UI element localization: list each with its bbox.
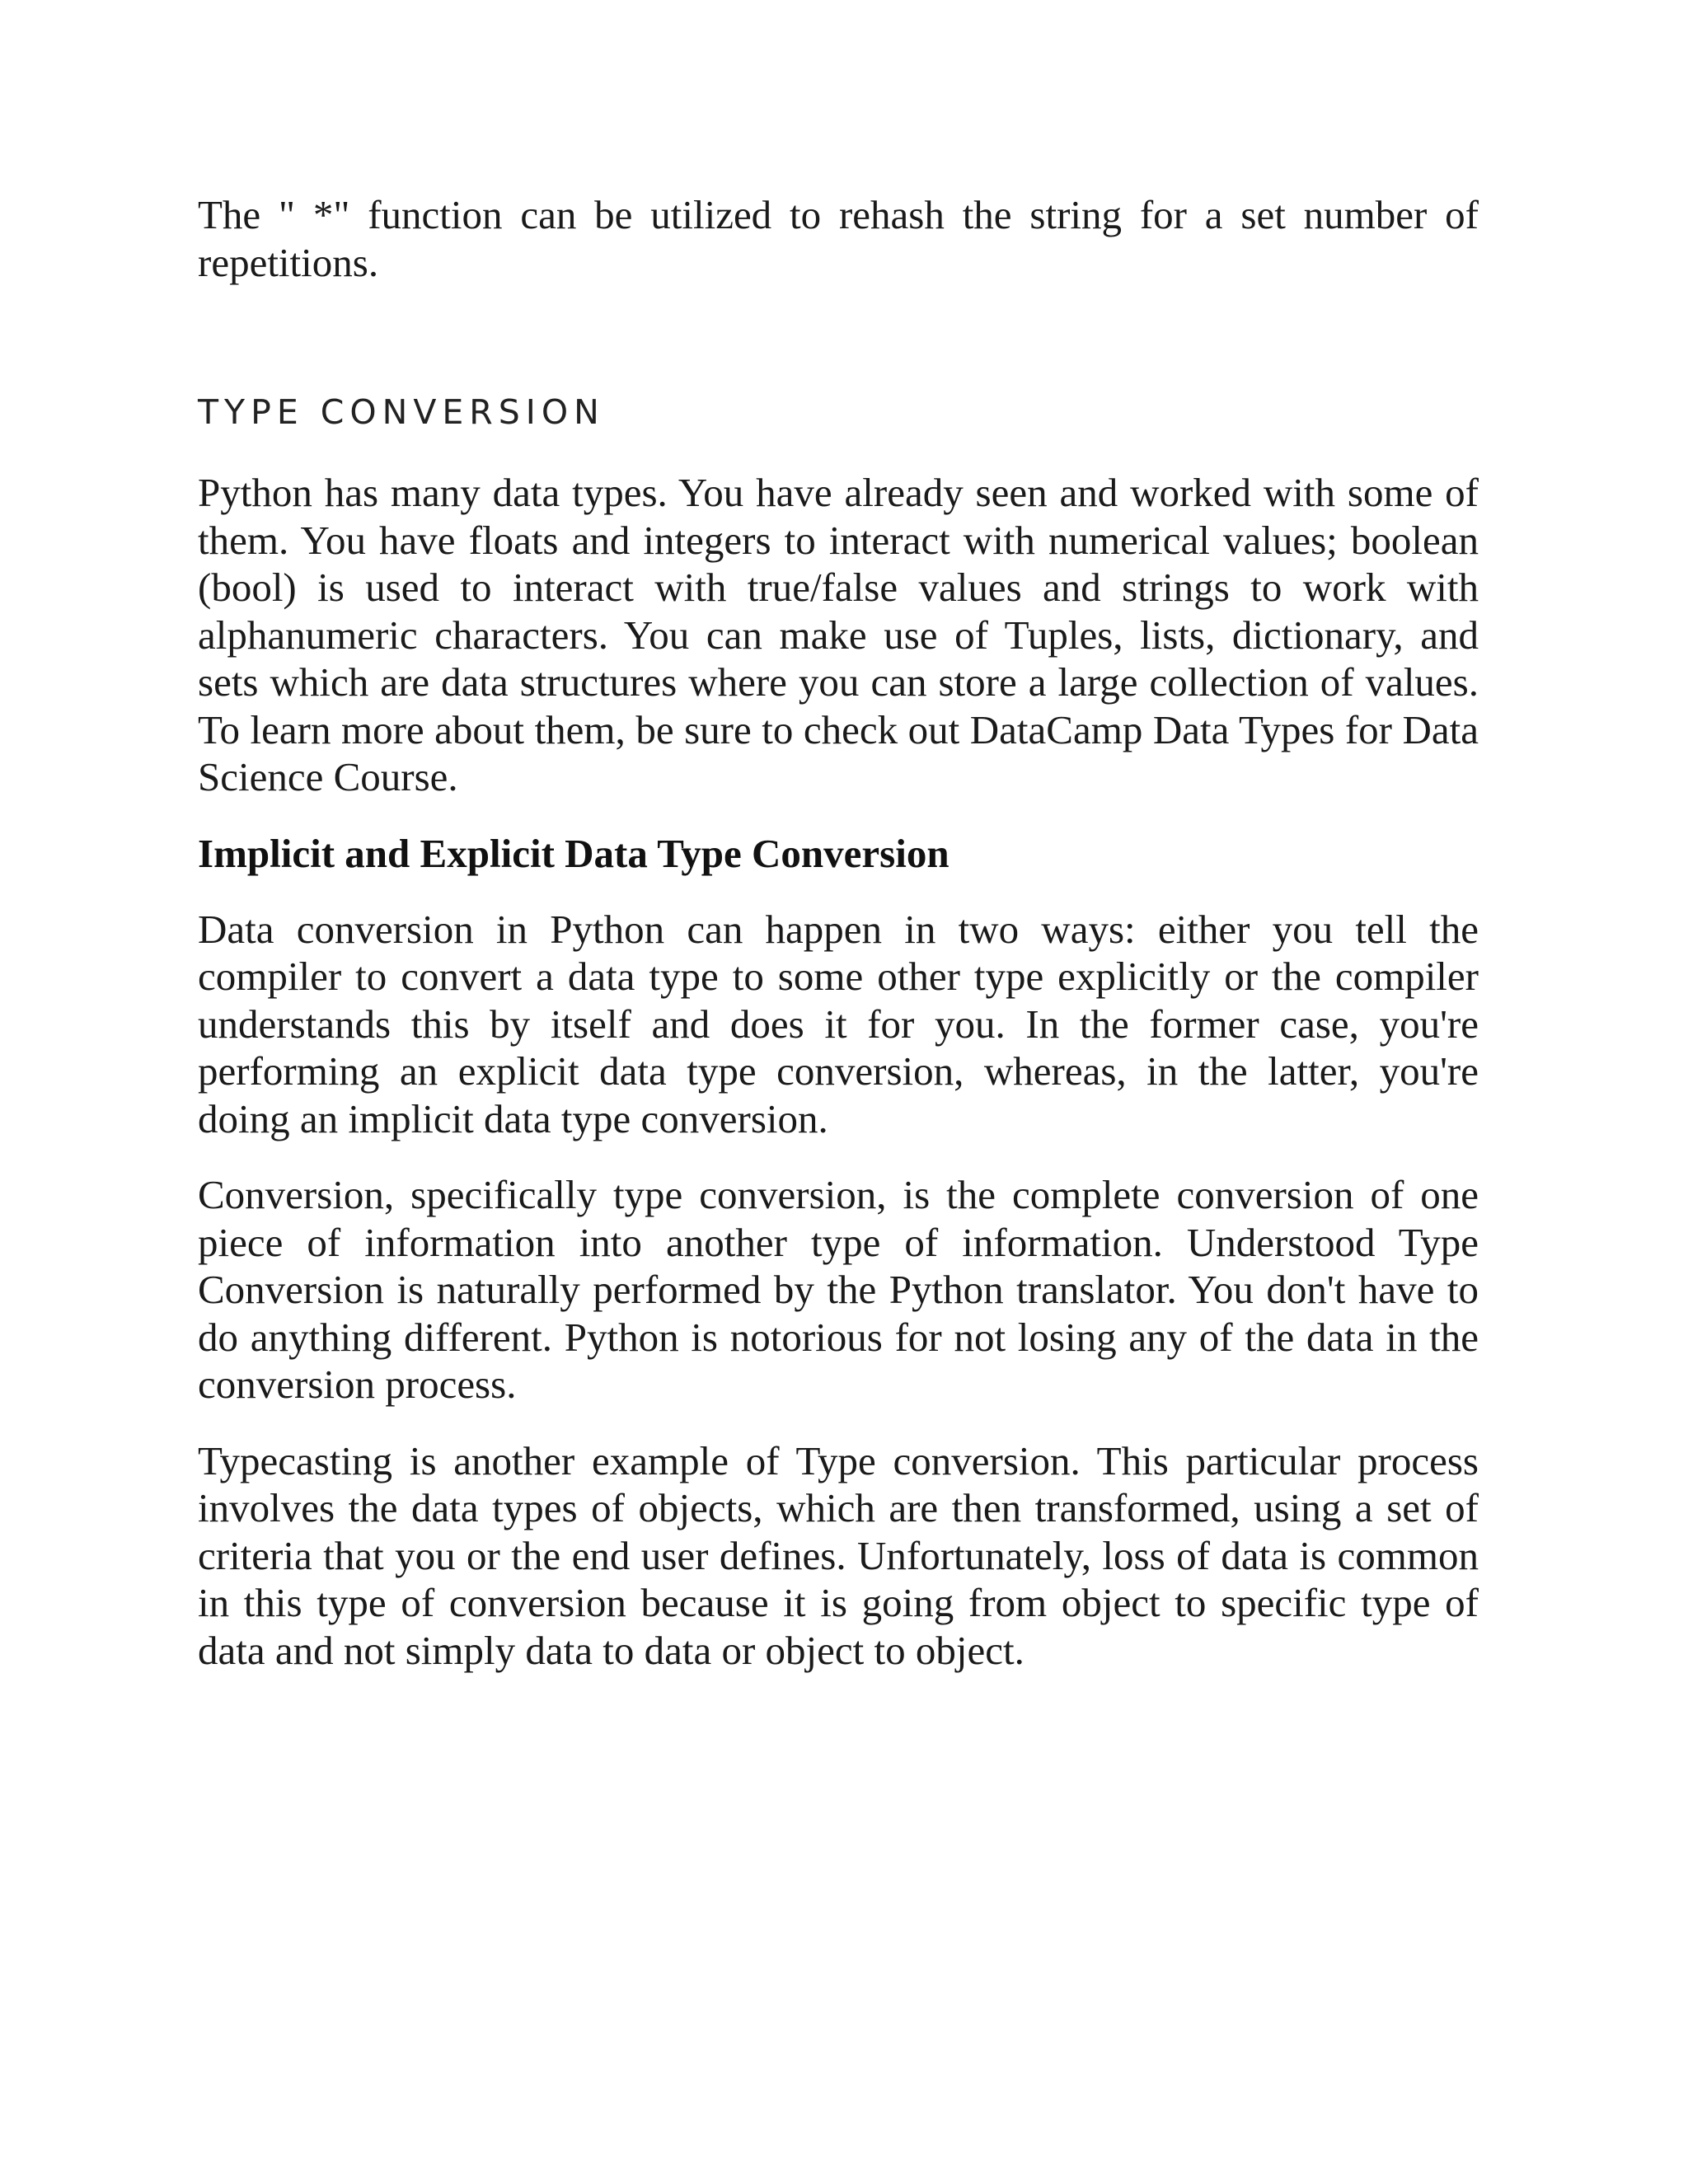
body-paragraph: Typecasting is another example of Type conversion. This particular process involves the data types of objects, which are then transformed, using a set of criteria that you or the end user defines. Unfortunately, loss of data is common in this type of conversion because it is going from object to specific type of data and not simply data to data or object to object. — [198, 1437, 1479, 1673]
section-heading: TYPE CONVERSION — [198, 392, 605, 432]
intro-paragraph: The " *" function can be utilized to rehash the string for a set number of repetitions. — [198, 192, 1479, 285]
subheading: Implicit and Explicit Data Type Conversion — [198, 830, 950, 876]
page-content — [198, 191, 1479, 1703]
body-paragraph: Conversion, specifically type conversion, is the complete conversion of one piece of information into another type of information. Understood Type Conversion is naturally performed by the Python translator. You don't have to do anything different. Python is notorious for not losing any of the data in the conversion process. — [198, 1172, 1479, 1407]
section-paragraph: Python has many data types. You have already seen and worked with some of them. You have floats and integers to interact with numerical values; boolean (bool) is used to interact with true/false values and strings to work with alphanumeric characters. You can make use of Tuples, lists, dictionary, and sets which are data structures where you can store a large collection of values. To learn more about them, be sure to check out DataCamp Data Types for Data Science Course. — [198, 470, 1479, 799]
body-paragraph: Data conversion in Python can happen in two ways: either you tell the compiler to convert a data type to some other type explicitly or the compiler understands this by itself and does it for you. In the former case, you're performing an explicit data type conversion, whereas, in the latter, you're doing an implicit data type conversion. — [198, 906, 1479, 1141]
